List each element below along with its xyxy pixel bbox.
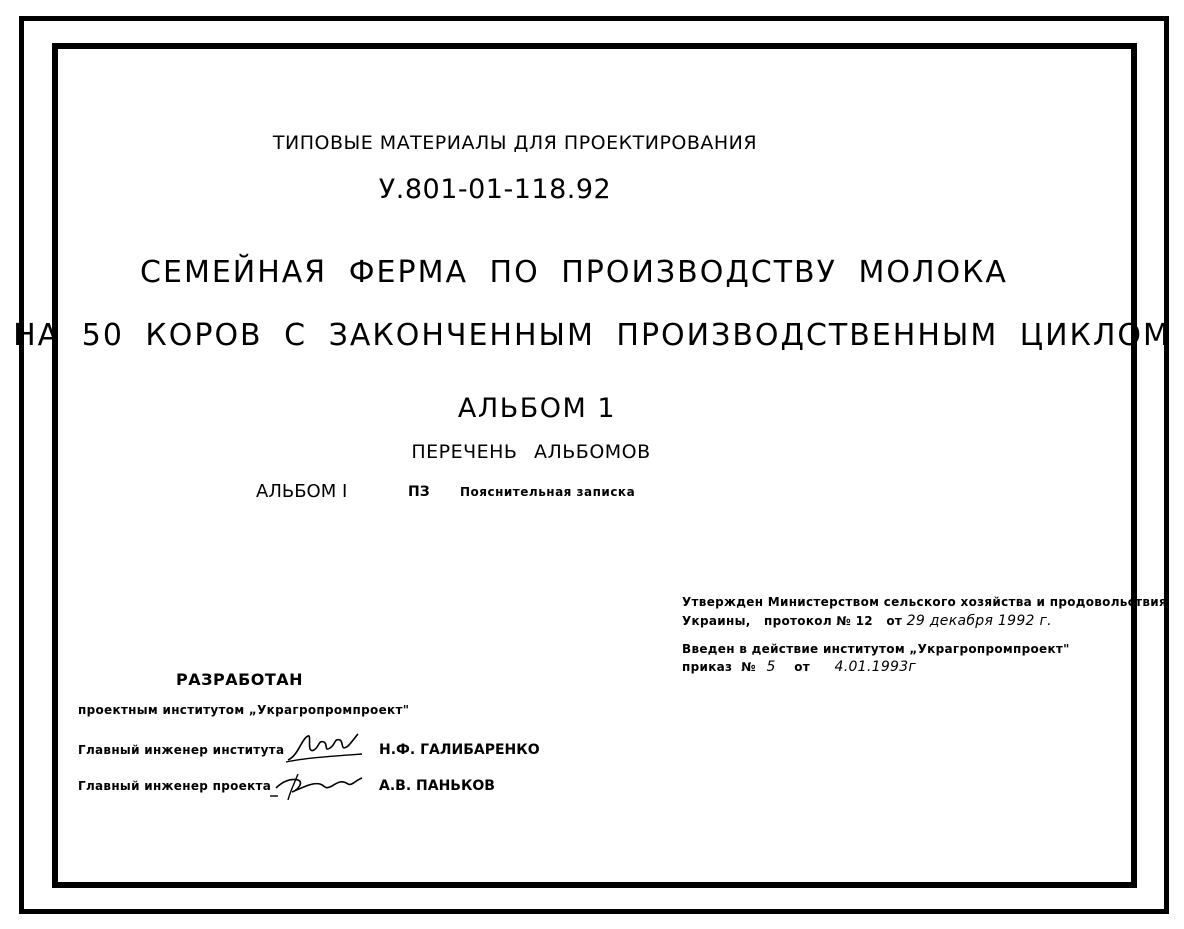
signature-2: [268, 766, 368, 806]
order-date: 4.01.1993г: [834, 659, 917, 675]
developer-institute: проектным институтом „Украгропромпроект": [78, 703, 410, 717]
album-list-heading: ПЕРЕЧЕНЬ АЛЬБОМОВ: [411, 441, 651, 463]
developer-heading: РАЗРАБОТАН: [176, 670, 304, 689]
signatory-role-1: Главный инженер института: [78, 743, 285, 757]
signature-1: [284, 730, 364, 766]
approval-line-4: [682, 660, 916, 674]
approval-line-3: Введен в действие институтом „Украгропромпроект": [682, 642, 1070, 656]
approval-line-1: Утвержден Министерством сельского хозяйства и продовольствия: [682, 595, 1167, 609]
album-list-item-code: ПЗ: [408, 484, 430, 500]
album-heading: АЛЬБОМ 1: [457, 393, 617, 424]
signatory-name-1: Н.Ф. ГАЛИБАРЕНКО: [379, 742, 540, 758]
order-from-label: от: [794, 660, 810, 674]
main-title-line-1: СЕМЕЙНАЯ ФЕРМА ПО ПРОИЗВОДСТВУ МОЛОКА: [140, 255, 1008, 290]
approval-date: 29 декабря 1992 г.: [906, 613, 1052, 629]
signatory-role-2: Главный инженер проекта: [78, 779, 272, 793]
inner-frame: [52, 43, 1137, 888]
approval-line-2: [682, 614, 1052, 628]
signatory-name-2: А.В. ПАНЬКОВ: [379, 778, 495, 794]
album-list-item-album: АЛЬБОМ I: [256, 481, 348, 502]
order-label: приказ №: [682, 660, 756, 674]
album-list-item-description: Пояснительная записка: [460, 485, 636, 499]
order-number: 5: [766, 659, 776, 675]
main-title-line-2: НА 50 КОРОВ С ЗАКОНЧЕННЫМ ПРОИЗВОДСТВЕННЫМ ЦИКЛОМ: [13, 318, 1171, 353]
series-title: ТИПОВЫЕ МАТЕРИАЛЫ ДЛЯ ПРОЕКТИРОВАНИЯ: [272, 132, 758, 154]
document-code: У.801-01-118.92: [378, 174, 612, 205]
approval-protocol: Украины, протокол № 12 от: [682, 614, 903, 628]
